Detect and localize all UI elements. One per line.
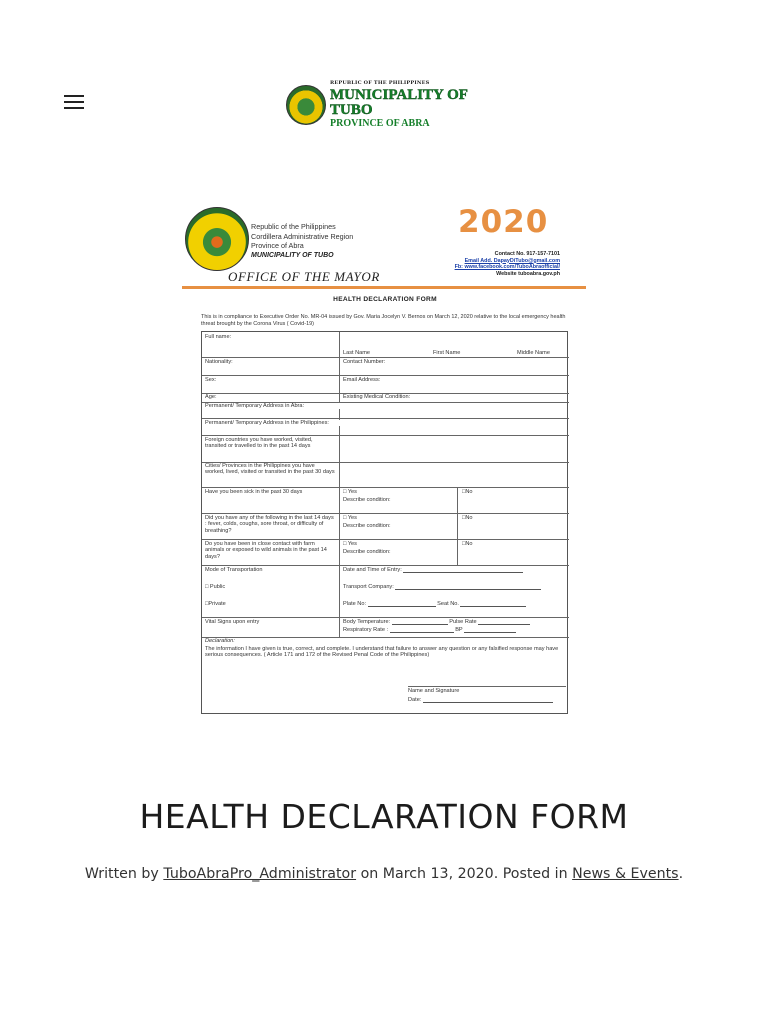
doc-email: Email Add. DapayDiTubo@gmail.com — [464, 257, 560, 264]
field-cities: Cities/ Provinces in the Philippines you have worked, lived, visited or transited in the past 30 days — [205, 463, 335, 476]
featured-image-health-declaration-form — [180, 200, 592, 752]
doc-website: Website tuboabra.gov.ph — [496, 270, 560, 277]
doc-header-line: Province of Abra — [251, 241, 304, 250]
field-symptoms-describe: Describe condition: — [343, 523, 391, 529]
doc-intro: This is in compliance to Executive Order No. MR-04 issued by Gov. Maria Jocelyn V. Bernos on March 12, 2020 relative to the local emergency health threat brought by the Corona Virus ( Covid-19) — [201, 314, 566, 327]
field-animals: Do you have been in close contact with farm animals or exposed to wild animals in the past 14 days? — [205, 541, 327, 560]
field-resp — [343, 627, 516, 633]
hamburger-menu-icon[interactable] — [64, 95, 86, 111]
doc-header-lines — [251, 222, 353, 251]
post-title: HEALTH DECLARATION FORM — [139, 797, 629, 836]
author-link[interactable]: TuboAbraPro_Administrator — [163, 866, 357, 882]
field-address-abra: Permanent/ Temporary Address in Abra: — [205, 403, 565, 409]
field-sick-yes: □ Yes — [343, 489, 357, 495]
field-transport-company — [343, 584, 541, 590]
logo-main-text: MUNICIPALITY OF TUBO — [330, 87, 468, 118]
field-seat-label: Seat No. — [437, 601, 459, 607]
field-mode: Mode of Transportation — [205, 567, 263, 573]
field-public: □ Public — [205, 584, 226, 590]
field-plate-label: Plate No: — [343, 601, 367, 607]
doc-municipality: MUNICIPALITY OF TUBO — [251, 252, 334, 259]
municipal-seal-icon — [286, 85, 326, 125]
field-resp-label: Respiratory Rate : — [343, 627, 389, 633]
field-private: □Private — [205, 601, 226, 607]
field-declaration-text: The information I have given is true, correct, and complete. I understand that failure to answer any question or any falsified response may have serious consequences. ( Article 171 and 172 of the Revised Penal Code of the Philippines) — [205, 646, 559, 659]
byline-period: . — [678, 866, 684, 882]
post-byline — [0, 866, 768, 882]
field-middle-name: Middle Name — [517, 350, 550, 356]
field-symptoms-yes: □ Yes — [343, 515, 357, 521]
field-first-name: First Name — [433, 350, 461, 356]
field-symptoms: Did you have any of the following in the last 14 days : fever, colds, coughs, sore throat, or difficulty of breathing? — [205, 515, 334, 534]
field-date-entry — [343, 567, 523, 573]
doc-header-line: Cordillera Administrative Region — [251, 231, 354, 241]
doc-header-line: Republic of the Philippines — [251, 222, 336, 231]
field-bp-label: BP — [455, 627, 463, 633]
field-transport-company-label: Transport Company: — [343, 584, 394, 590]
field-body-temp-label: Body Temperature: — [343, 619, 391, 625]
field-sick-no: □No — [462, 489, 473, 495]
doc-divider — [182, 286, 586, 289]
field-animals-describe: Describe condition: — [343, 549, 391, 555]
field-age: Age: — [205, 394, 217, 400]
field-foreign: Foreign countries you have worked, visited, transited or travelled to in the past 14 days — [205, 437, 313, 450]
field-declaration-label: Declaration: — [205, 638, 235, 644]
field-date-entry-label: Date and Time of Entry: — [343, 567, 402, 573]
doc-fb: Fb: www.facebook.com/TuboAbraofficial/ — [454, 264, 560, 271]
field-animals-yes: □ Yes — [343, 541, 357, 547]
field-medical: Existing Medical Condition: — [343, 394, 411, 400]
logo-sub-text: PROVINCE OF ABRA — [330, 118, 430, 129]
field-nationality: Nationality: — [205, 359, 233, 365]
field-animals-no: □No — [462, 541, 473, 547]
field-name-signature: Name and Signature — [408, 688, 460, 694]
field-date-label: Date: — [408, 697, 422, 703]
byline-written-by: Written by — [84, 866, 164, 882]
field-date — [408, 697, 553, 703]
doc-year: 2020 — [458, 204, 549, 240]
field-address-ph: Permanent/ Temporary Address in the Philippines: — [205, 420, 565, 426]
field-full-name: Full name: — [205, 334, 232, 340]
doc-form-table — [201, 331, 568, 714]
field-sick-describe: Describe condition: — [343, 497, 391, 503]
field-body-temp — [343, 619, 530, 625]
site-logo[interactable] — [286, 80, 482, 129]
field-pulse-label: Pulse Rate — [449, 619, 477, 625]
field-symptoms-no: □No — [462, 515, 473, 521]
logo-top-text: REPUBLIC OF THE PHILIPPINES — [330, 80, 430, 86]
field-email: Email Address: — [343, 377, 381, 383]
field-sick: Have you been sick in the past 30 days — [205, 489, 303, 495]
byline-date: on March 13, 2020. Posted in — [356, 866, 573, 882]
doc-office: OFFICE OF THE MAYOR — [228, 269, 380, 284]
bayan-ng-tubo-seal-icon — [185, 207, 249, 271]
category-link[interactable]: News & Events — [572, 866, 679, 882]
doc-form-title: HEALTH DECLARATION FORM — [333, 296, 437, 303]
field-sex: Sex: — [205, 377, 217, 383]
field-contact-number: Contact Number: — [343, 359, 386, 365]
field-vital: Vital Signs upon entry — [205, 619, 260, 625]
field-last-name: Last Name — [343, 350, 371, 356]
field-plate — [343, 601, 526, 607]
doc-contact: Contact No. 917-157-7101 — [494, 251, 560, 257]
doc-contacts — [455, 251, 560, 277]
